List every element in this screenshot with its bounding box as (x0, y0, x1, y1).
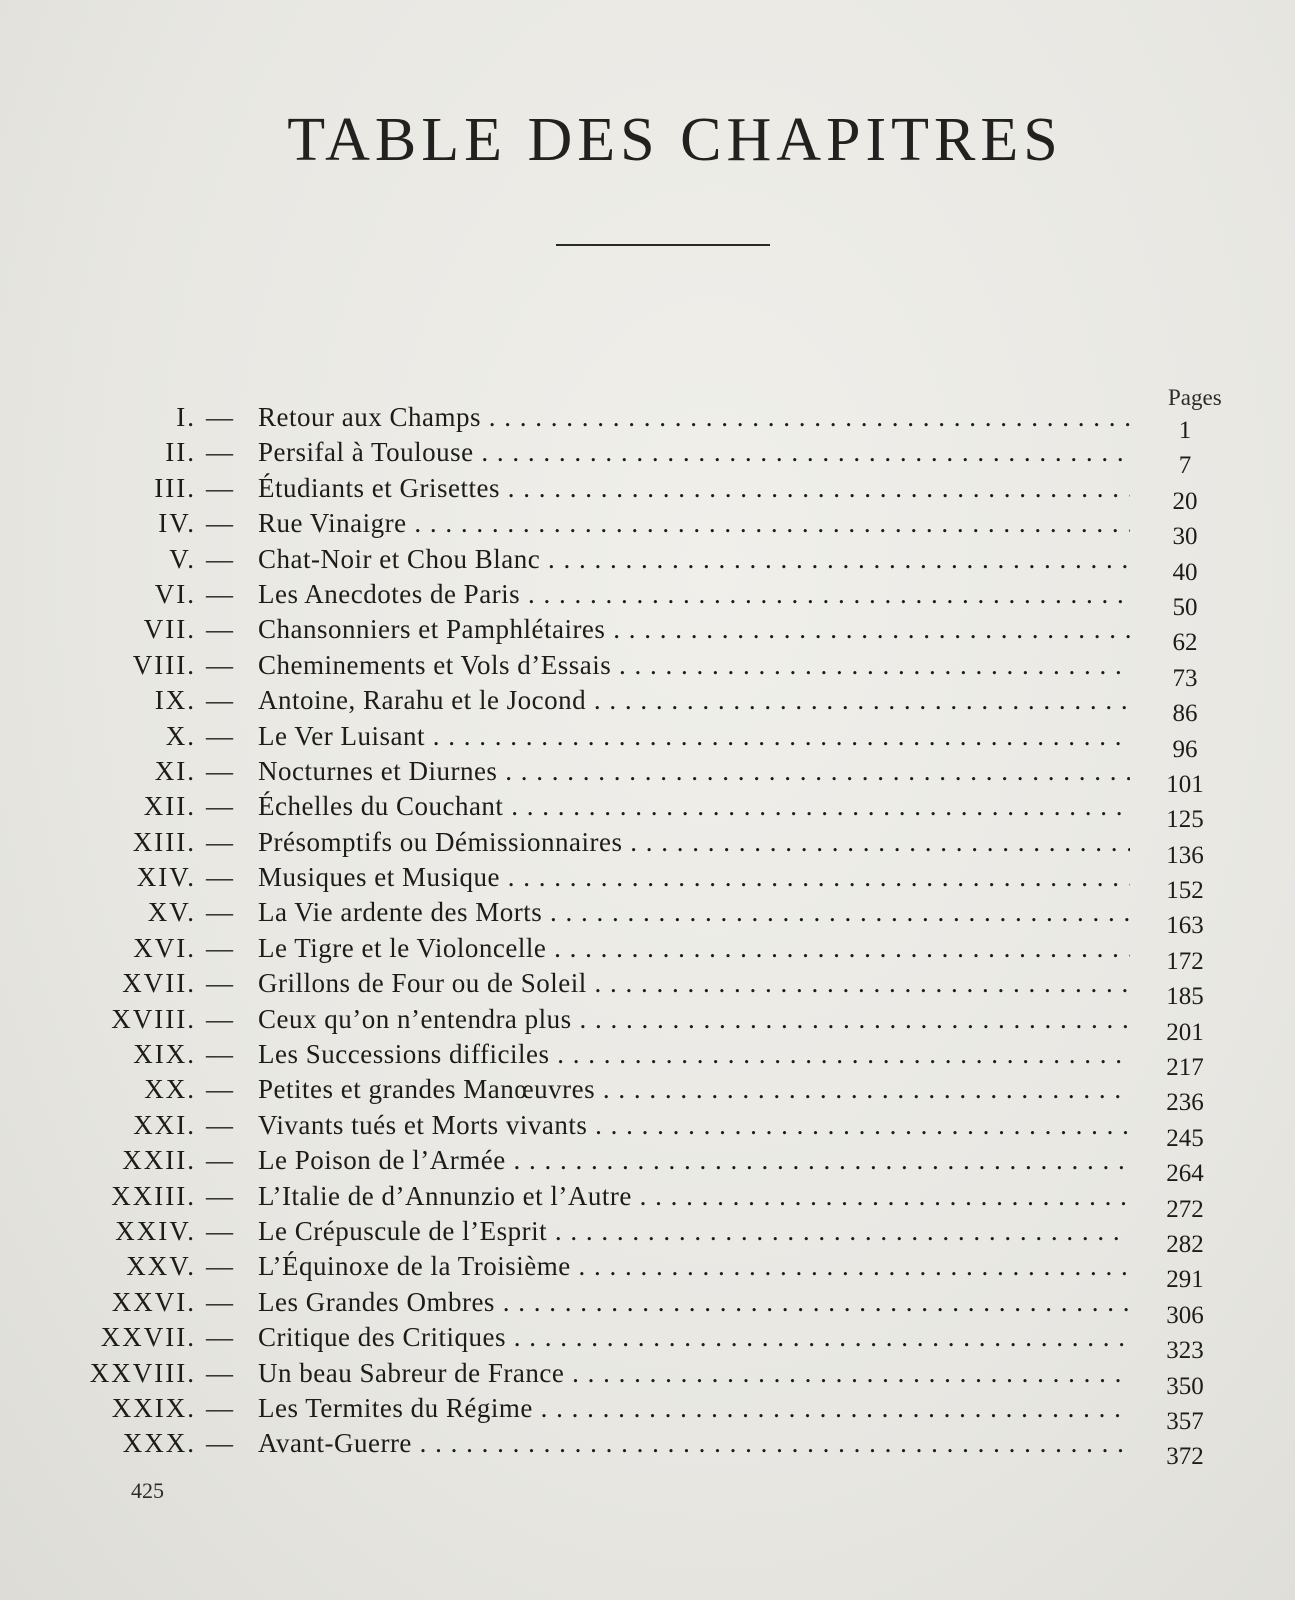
chapter-title: Les Termites du Régime . . . (258, 1391, 1130, 1426)
chapter-number: XIV. (136, 862, 196, 893)
chapter-dash: — (206, 1109, 233, 1140)
chapter-number: V. (169, 543, 196, 574)
chapter-row (0, 825, 1295, 869)
chapter-row (0, 931, 1295, 975)
chapter-page-number: 96 (1172, 735, 1198, 763)
chapter-number: II. (165, 437, 196, 468)
chapter-dash: — (206, 826, 233, 857)
chapter-page-number: 323 (1166, 1337, 1204, 1365)
chapter-title: Nocturnes et Diurnes . . . (258, 754, 1130, 789)
chapter-number: XVI. (133, 932, 196, 963)
chapter-row (0, 754, 1295, 798)
chapter-title: La Vie ardente des Morts . . . (258, 895, 1130, 930)
chapter-title: Grillons de Four ou de Soleil . . . (258, 966, 1130, 1001)
chapter-page-number: 291 (1166, 1266, 1204, 1294)
chapter-row (0, 648, 1295, 692)
chapter-page-number: 62 (1172, 629, 1198, 657)
chapter-page-number: 20 (1172, 487, 1198, 515)
title-divider (556, 244, 770, 246)
chapter-row (0, 895, 1295, 940)
chapter-number: IX. (154, 685, 196, 716)
chapter-number: XXV. (126, 1251, 196, 1282)
chapter-row (0, 966, 1295, 1011)
chapter-title: Antoine, Rarahu et le Jocond . . . (258, 683, 1130, 718)
chapter-row (0, 1214, 1295, 1258)
table-of-contents (0, 400, 1295, 1471)
chapter-title: Chansonniers et Pamphlétaires . . . (258, 612, 1130, 647)
chapter-page-number: 40 (1172, 558, 1198, 586)
chapter-page-number: 1 (1178, 417, 1192, 444)
chapter-page-number: 136 (1166, 841, 1204, 869)
chapter-row (0, 1072, 1295, 1117)
chapter-dash: — (206, 508, 233, 539)
chapter-number: XII. (143, 791, 196, 822)
chapter-number: XI. (154, 755, 196, 786)
chapter-title: Un beau Sabreur de France . . . (258, 1356, 1130, 1391)
chapter-dash: — (206, 791, 233, 822)
chapter-page-number: 152 (1166, 877, 1204, 905)
chapter-title: Cheminements et Vols d’Essais . . . (258, 648, 1130, 683)
chapter-number: XIII. (132, 826, 196, 857)
chapter-page-number: 172 (1166, 947, 1204, 975)
chapter-page-number: 201 (1166, 1018, 1204, 1046)
chapter-row (0, 506, 1295, 551)
chapter-number: VIII. (132, 649, 196, 680)
chapter-page-number: 372 (1166, 1443, 1204, 1471)
chapter-title: Échelles du Couchant . . . (258, 789, 1130, 824)
chapter-dash: — (206, 932, 233, 963)
chapter-number: XX. (144, 1074, 196, 1105)
chapter-row (0, 577, 1295, 621)
chapter-dash: — (206, 720, 233, 751)
chapter-number: XV. (147, 897, 196, 928)
chapter-row (0, 1143, 1295, 1188)
chapter-dash: — (206, 1003, 233, 1034)
chapter-page-number: 245 (1166, 1124, 1204, 1152)
chapter-dash: — (206, 755, 233, 786)
chapter-dash: — (206, 1039, 233, 1070)
chapter-dash: — (206, 1251, 233, 1282)
chapter-number: XXVIII. (89, 1357, 196, 1388)
chapter-page-number: 50 (1172, 593, 1198, 621)
chapter-number: X. (165, 720, 196, 751)
chapter-number: IV. (158, 508, 196, 539)
page-title: TABLE DES CHAPITRES (287, 106, 1063, 174)
chapter-row (0, 471, 1295, 515)
chapter-dash: — (206, 897, 233, 928)
chapter-page-number: 306 (1166, 1301, 1204, 1329)
chapter-number: XVII. (122, 968, 196, 999)
chapter-number: XXI. (133, 1109, 196, 1140)
chapter-dash: — (206, 1392, 233, 1423)
chapter-row (0, 1285, 1295, 1329)
chapter-title: Vivants tués et Morts vivants . . . (258, 1108, 1130, 1143)
chapter-dash: — (206, 1357, 233, 1388)
chapter-title: Le Tigre et le Violoncelle . . . (258, 931, 1130, 966)
chapter-page-number: 185 (1166, 983, 1204, 1011)
chapter-title: Avant-Guerre . . . (258, 1426, 1130, 1461)
chapter-title: Chat-Noir et Chou Blanc . . . (258, 542, 1130, 577)
chapter-title: Musiques et Musique . . . (258, 860, 1130, 895)
chapter-number: VII. (143, 614, 196, 645)
chapter-row (0, 1179, 1295, 1223)
chapter-dash: — (206, 1215, 233, 1246)
chapter-page-number: 125 (1166, 806, 1204, 834)
chapter-title: Étudiants et Grisettes . . . (258, 471, 1130, 506)
chapter-dash: — (206, 862, 233, 893)
chapter-dash: — (206, 1145, 233, 1176)
chapter-title: Retour aux Champs . . . (258, 400, 1130, 435)
chapter-page-number: 217 (1166, 1054, 1204, 1082)
chapter-row (0, 1249, 1295, 1294)
chapter-row (0, 789, 1295, 834)
chapter-dash: — (206, 402, 233, 432)
chapter-title: Le Poison de l’Armée . . . (258, 1143, 1130, 1178)
chapter-dash: — (206, 437, 233, 468)
chapter-page-number: 264 (1166, 1160, 1204, 1188)
chapter-row (0, 542, 1295, 586)
chapter-row (0, 612, 1295, 657)
chapter-title: L’Italie de d’Annunzio et l’Autre . . . (258, 1179, 1130, 1214)
chapter-number: XVIII. (111, 1003, 196, 1034)
chapter-row (0, 1356, 1295, 1400)
chapter-row (0, 860, 1295, 905)
chapter-page-number: 357 (1166, 1407, 1204, 1435)
chapter-row (0, 719, 1295, 763)
page-folio-number: 425 (131, 1478, 164, 1503)
chapter-dash: — (206, 1322, 233, 1353)
chapter-number: III. (154, 472, 196, 503)
chapter-number: VI. (154, 578, 196, 609)
chapter-dash: — (206, 968, 233, 999)
chapter-page-number: 30 (1172, 523, 1198, 551)
chapter-dash: — (206, 1428, 233, 1459)
chapter-title: Le Crépuscule de l’Esprit . . . (258, 1214, 1130, 1249)
chapter-title: Ceux qu’on n’entendra plus . . . (258, 1002, 1130, 1037)
chapter-page-number: 272 (1166, 1195, 1204, 1223)
chapter-title: Les Grandes Ombres . . . (258, 1285, 1130, 1320)
chapter-dash: — (206, 649, 233, 680)
chapter-page-number: 163 (1166, 912, 1204, 940)
chapter-page-number: 350 (1166, 1372, 1204, 1400)
chapter-page-number: 282 (1166, 1230, 1204, 1258)
chapter-row (0, 1391, 1295, 1435)
chapter-row (0, 435, 1295, 480)
chapter-row (0, 1037, 1295, 1082)
chapter-row (0, 683, 1295, 728)
chapter-row (0, 1002, 1295, 1046)
chapter-number: XXVI. (111, 1286, 196, 1317)
chapter-number: XXIII. (111, 1180, 196, 1211)
chapter-number: XXVII. (100, 1322, 196, 1353)
chapter-dash: — (206, 1286, 233, 1317)
chapter-dash: — (206, 685, 233, 716)
chapter-dash: — (206, 1180, 233, 1211)
chapter-title: Les Anecdotes de Paris . . . (258, 577, 1130, 612)
chapter-page-number: 101 (1166, 770, 1204, 798)
chapter-page-number: 236 (1166, 1089, 1204, 1117)
pages-column-label: Pages (1168, 385, 1222, 410)
chapter-page-number: 73 (1172, 664, 1198, 692)
chapter-title: Critique des Critiques . . . (258, 1320, 1130, 1355)
chapter-dash: — (206, 472, 233, 503)
chapter-title: Rue Vinaigre . . . (258, 506, 1130, 541)
chapter-title: Persifal à Toulouse . . . (258, 435, 1130, 470)
chapter-dash: — (206, 1074, 233, 1105)
chapter-page-number: 86 (1172, 700, 1198, 728)
chapter-dash: — (206, 578, 233, 609)
chapter-title: Présomptifs ou Démissionnaires . . . (258, 825, 1130, 860)
chapter-number: XXII. (122, 1145, 196, 1176)
chapter-number: XXIX. (111, 1392, 196, 1423)
chapter-number: XXIV. (115, 1215, 196, 1246)
chapter-title: L’Équinoxe de la Troisième . . . (258, 1249, 1130, 1284)
chapter-dash: — (206, 543, 233, 574)
chapter-title: Petites et grandes Manœuvres . . . (258, 1072, 1130, 1107)
chapter-number: XXX. (122, 1428, 196, 1459)
chapter-title: Le Ver Luisant . . . (258, 719, 1130, 754)
chapter-dash: — (206, 614, 233, 645)
chapter-row (0, 1426, 1295, 1471)
chapter-number: I. (176, 402, 196, 432)
chapter-page-number: 7 (1178, 452, 1192, 480)
chapter-row (0, 1108, 1295, 1152)
chapter-row (0, 1320, 1295, 1365)
chapter-row (0, 400, 1295, 444)
chapter-number: XIX. (133, 1039, 196, 1070)
chapter-title: Les Successions difficiles . . . (258, 1037, 1130, 1072)
